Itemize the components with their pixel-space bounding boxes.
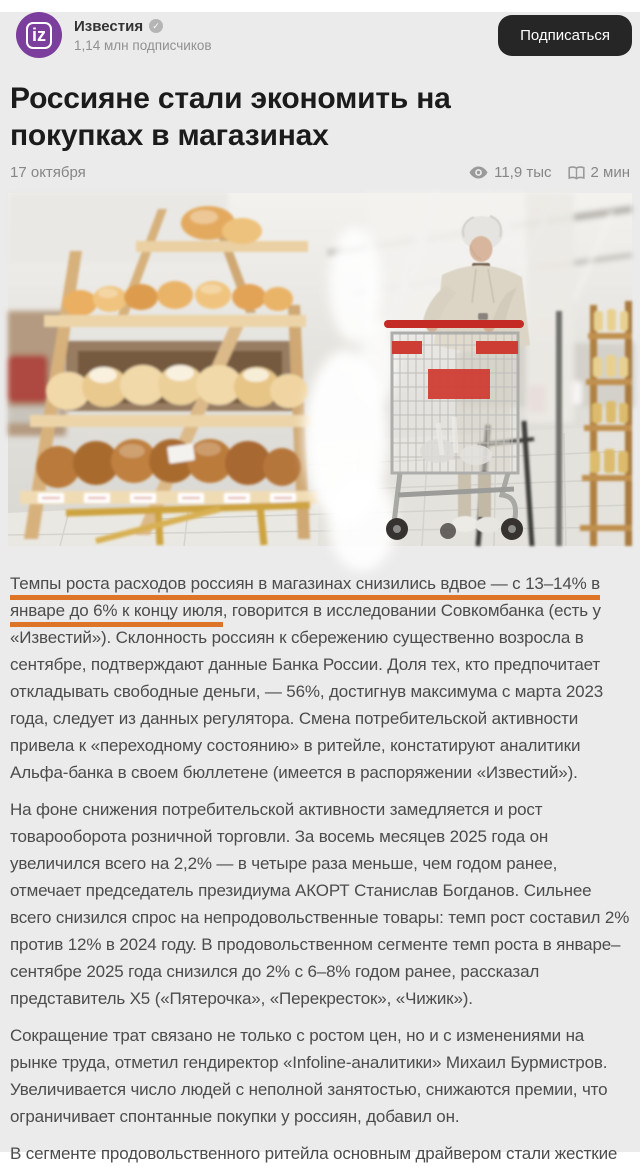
subscribe-button[interactable]: Подписаться [498, 15, 632, 56]
paragraph-lead-rest: , говорится в исследовании Совкомбанка (есть у «Известий»). Склонность россиян к сбережению существенно возросла в сентябре, подтверждают данные Банка России. Доля тех, кто предпочитает откладывать свободные деньги, — 56%, достигнув максимума с марта 2023 года, следует из данных регулятора. Смена потребительской активности привела к «переходному состоянию» в ритейле, констатируют аналитики Альфа-банка в своем бюллетене (имеется в распоряжении «Известий»). [10, 601, 604, 782]
article-photo[interactable] [8, 193, 632, 546]
article-title: Россияне стали экономить на покупках в магазинах [10, 82, 451, 152]
article-meta [10, 164, 630, 181]
channel-info[interactable] [74, 18, 212, 53]
paragraph-3: Сокращение трат связано не только с ростом цен, но и с изменениями на рынке труда, отметил гендиректор «Infoline-аналитики» Михаил Бурмистров. Увеличивается число людей с неполной занятостью, снижаются премии, что ограничивает спонтанные покупки у россиян, добавил он. [10, 1026, 608, 1126]
views-counter [469, 164, 551, 181]
views-count: 11,9 тыс [494, 164, 552, 181]
highlighted-lead: Темпы роста расходов россиян в магазинах снизились вдвое — с 13–14% в январе до 6% к концу июля [10, 574, 600, 627]
publish-date: 17 октября [10, 164, 86, 181]
iz-logo-icon: iz [26, 22, 52, 49]
open-book-icon [568, 166, 585, 180]
channel-logo[interactable] [16, 12, 62, 58]
paragraph-lead [10, 570, 630, 786]
article-body [0, 570, 640, 1167]
channel-header [16, 12, 632, 58]
eye-icon [469, 166, 488, 179]
paragraph-2: На фоне снижения потребительской активности замедляется и рост товарооборота розничной торговли. За восемь месяцев 2025 года он увеличился всего на 2,2% — в четыре раза меньше, чем годом ранее, отмечает председатель президиума АКОРТ Станислав Богданов. Сильнее всего снизился спрос на непродовольственные товары: темп рост составил 2% против 12% в 2024 году. В продовольственном сегменте темп роста в январе–сентябре 2025 года снизился до 2% с 6–8% годом ранее, рассказал представитель X5 («Пятерочка», «Перекресток», «Чижик»). [10, 800, 630, 1008]
read-time [568, 164, 631, 181]
paragraph-4: В сегменте продовольственного ритейла основным драйвером стали жесткие [10, 1144, 618, 1163]
subscribers-count: 1,14 млн подписчиков [74, 37, 212, 53]
read-time-value: 2 мин [590, 164, 630, 181]
verified-badge-icon: ✓ [149, 19, 163, 33]
channel-name[interactable]: Известия [74, 17, 144, 35]
article-page [0, 12, 640, 1163]
